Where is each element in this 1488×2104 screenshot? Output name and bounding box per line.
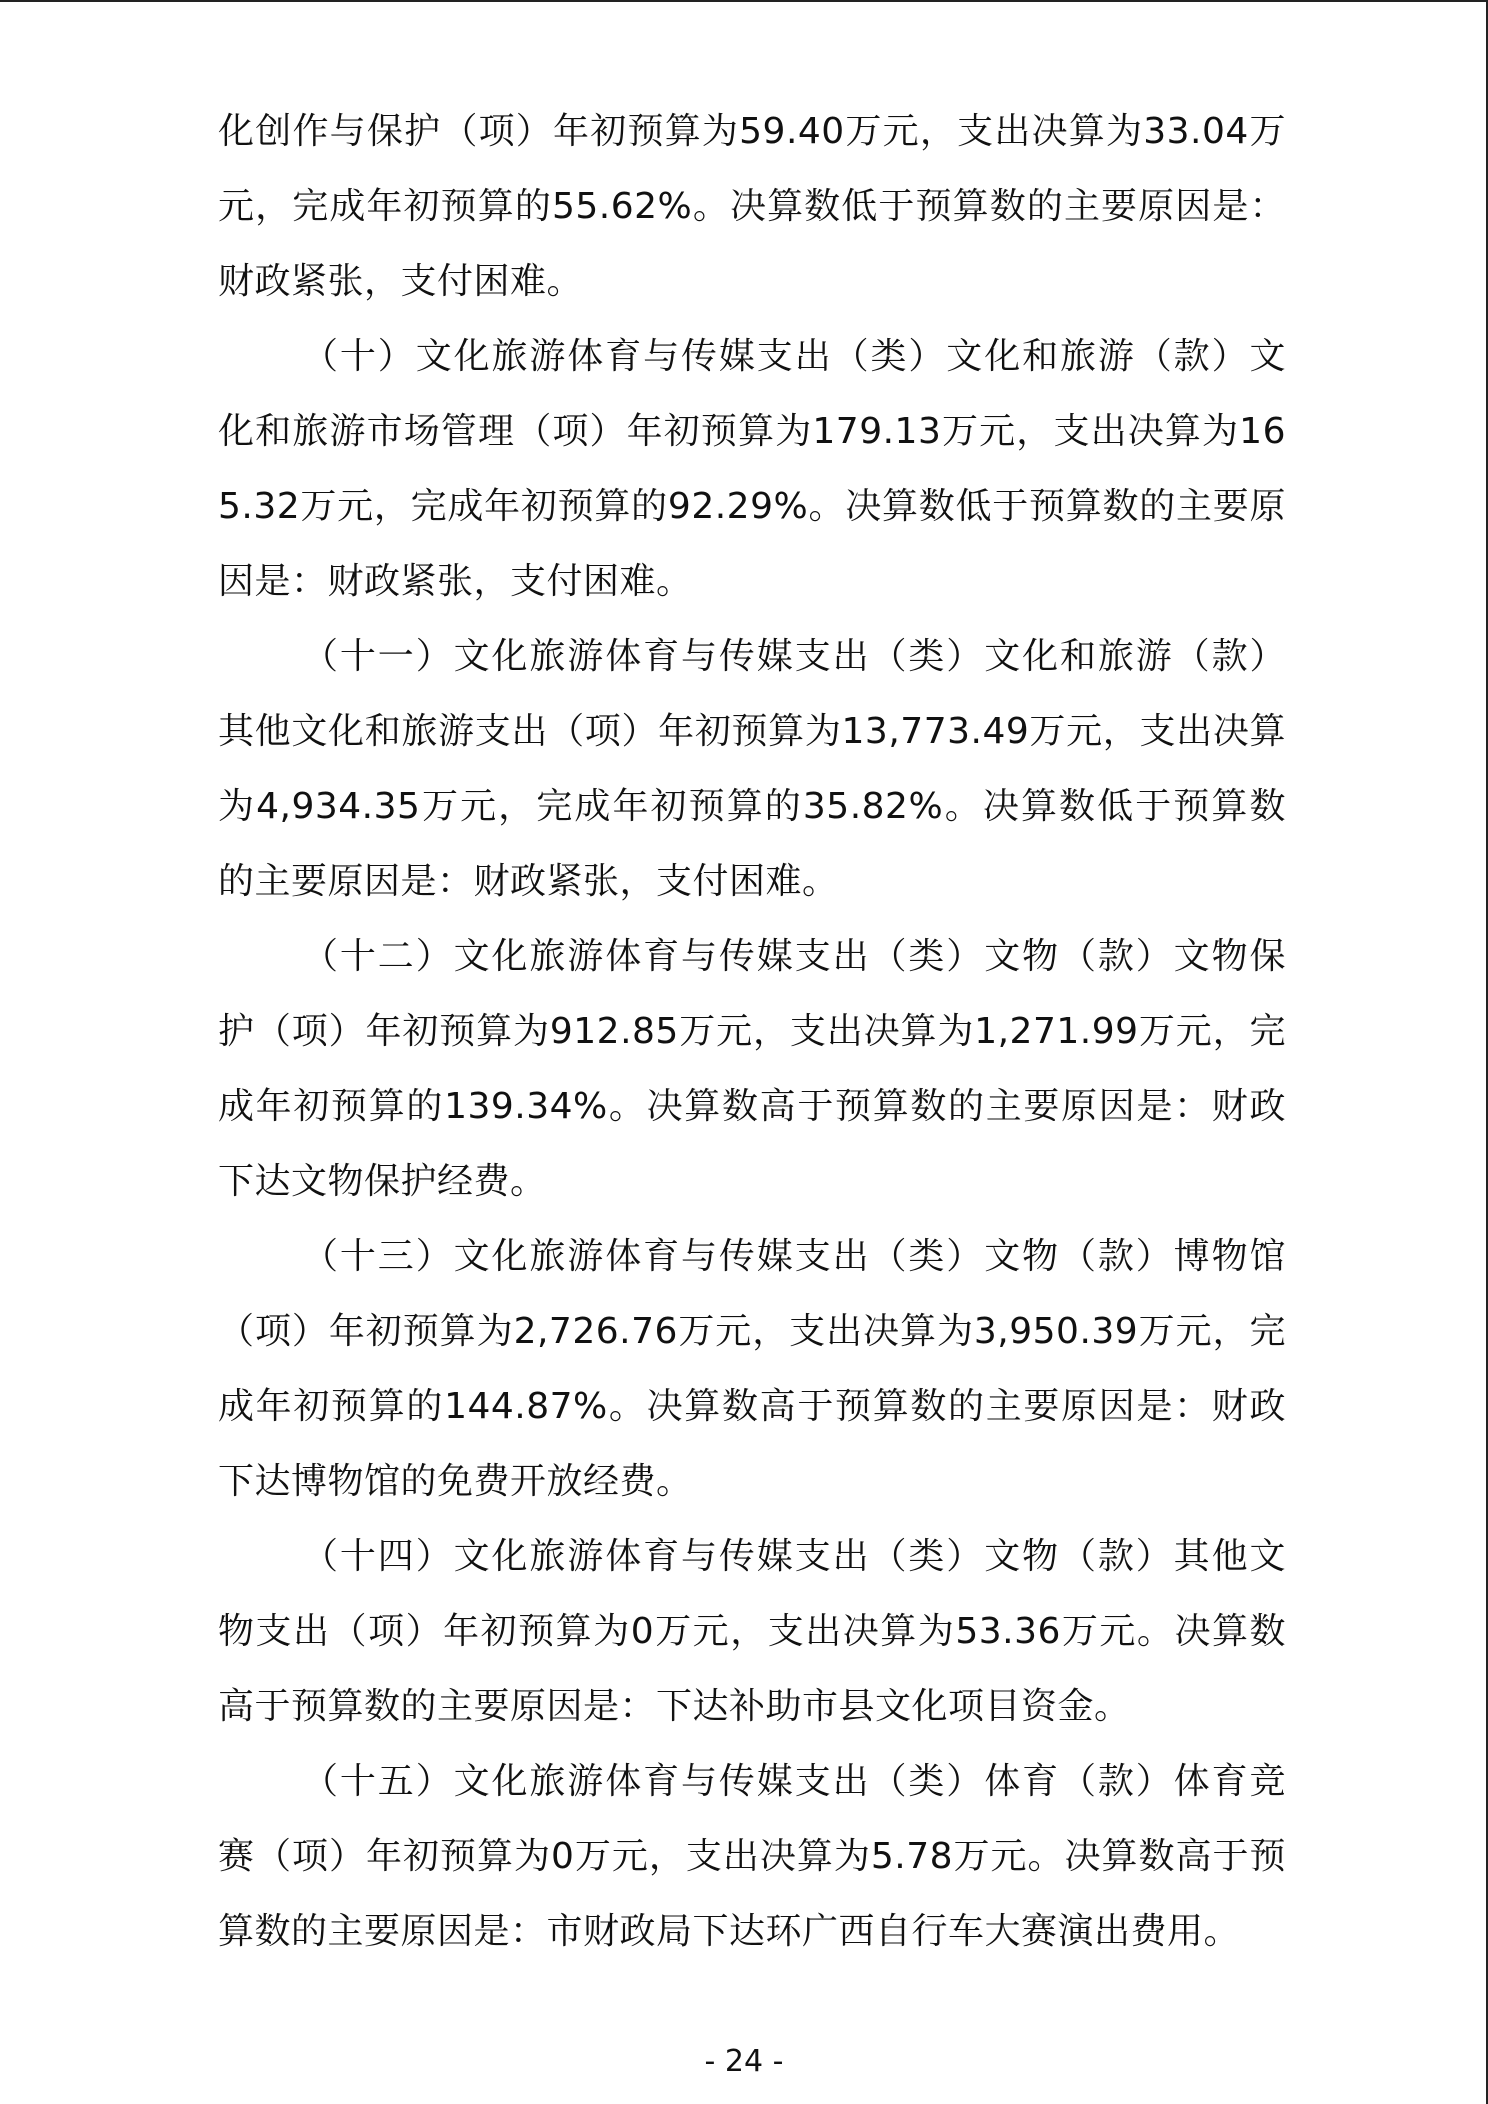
paragraph-item-10: （十）文化旅游体育与传媒支出（类）文化和旅游（款）文化和旅游市场管理（项）年初预算为179.13万元，支出决算为165.32万元，完成年初预算的92.29%。决算数低于预算数的主要原因是：财政紧张，支付困难。 [218, 336, 1286, 602]
document-body [218, 94, 1286, 1969]
page-number: - 24 - [704, 2044, 784, 2079]
paragraph-continuation: 化创作与保护（项）年初预算为59.40万元，支出决算为33.04万元，完成年初预算的55.62%。决算数低于预算数的主要原因是：财政紧张，支付困难。 [218, 111, 1286, 302]
paragraph-item-13: （十三）文化旅游体育与传媒支出（类）文物（款）博物馆（项）年初预算为2,726.76万元，支出决算为3,950.39万元，完成年初预算的144.87%。决算数高于预算数的主要原因是：财政下达博物馆的免费开放经费。 [218, 1236, 1286, 1502]
paragraph-item-15: （十五）文化旅游体育与传媒支出（类）体育（款）体育竞赛（项）年初预算为0万元，支出决算为5.78万元。决算数高于预算数的主要原因是：市财政局下达环广西自行车大赛演出费用。 [218, 1761, 1286, 1952]
paragraph-item-11: （十一）文化旅游体育与传媒支出（类）文化和旅游（款）其他文化和旅游支出（项）年初预算为13,773.49万元，支出决算为4,934.35万元，完成年初预算的35.82%。决算数低于预算数的主要原因是：财政紧张，支付困难。 [218, 636, 1286, 902]
paragraph-item-12: （十二）文化旅游体育与传媒支出（类）文物（款）文物保护（项）年初预算为912.85万元，支出决算为1,271.99万元，完成年初预算的139.34%。决算数高于预算数的主要原因是：财政下达文物保护经费。 [218, 936, 1286, 1202]
page-top-border [0, 0, 1488, 2]
paragraph-item-14: （十四）文化旅游体育与传媒支出（类）文物（款）其他文物支出（项）年初预算为0万元，支出决算为53.36万元。决算数高于预算数的主要原因是：下达补助市县文化项目资金。 [218, 1536, 1286, 1727]
